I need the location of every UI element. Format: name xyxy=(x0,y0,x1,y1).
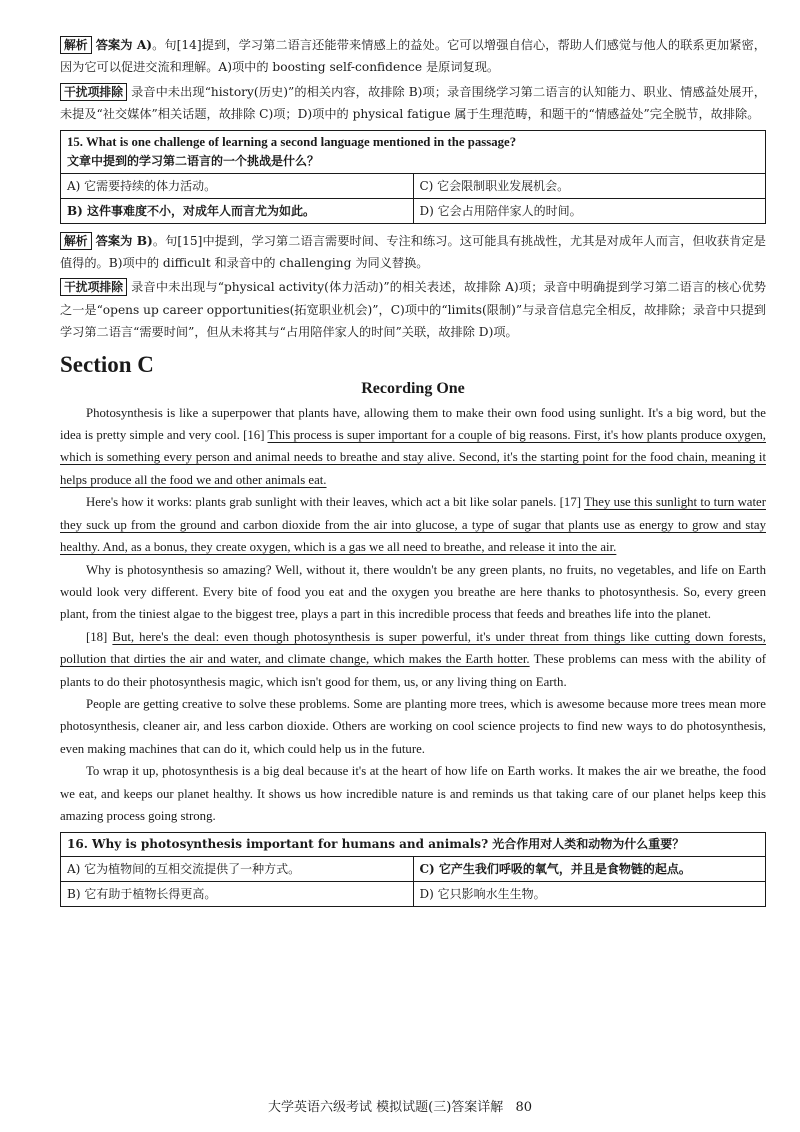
question-16-table xyxy=(60,832,766,907)
option-b: B) 这件事难度不小，对成年人而言尤为如此。 xyxy=(61,198,414,223)
passage-paragraph-3: Why is photosynthesis so amazing? Well, without it, there wouldn't be any green plants, no fruits, no vegetables, and life on Earth would look very different. Every bite of food you eat and the oxygen you breathe are here thanks to photosynthesis. So, every green plant, from the tiniest algae to the biggest tree, plays a part in this incredible process that feeds and breathes life into the planet. xyxy=(60,562,766,622)
passage-paragraph-2 xyxy=(60,491,766,558)
passage-paragraph-1 xyxy=(60,402,766,492)
analysis-text: 。句[14]提到，学习第二语言还能带来情感上的益处。它可以增强自信心，帮助人们感觉与他人的联系更加紧密，因为它可以促进交流和理解。A)项中的 boosting self-confidence 是原词复现。 xyxy=(60,38,766,75)
analysis-tag: 解析 xyxy=(60,36,92,54)
sentence-marker-17: [17] xyxy=(559,495,585,510)
page-footer xyxy=(0,1096,800,1115)
option-b: B) 它有助于植物长得更高。 xyxy=(61,882,414,907)
analysis-text: 。句[15]中提到，学习第二语言需要时间、专注和练习。这可能具有挑战性，尤其是对成年人而言，但收获肯定是值得的。B)项中的 difficult 和录音中的 challenging 为同义替换。 xyxy=(60,233,766,271)
footer-title: 大学英语六级考试 模拟试题(三)答案详解 xyxy=(268,1100,504,1115)
question-15-table xyxy=(60,130,766,224)
analysis-tag: 解析 xyxy=(60,232,92,250)
distractor-tag: 干扰项排除 xyxy=(60,278,127,296)
distractor-text: 录音中未出现“history(历史)”的相关内容，故排除 B)项；录音围绕学习第二语言的认知能力、职业、情感益处展开，未提及“社交媒体”相关话题，故排除 C)项；D)项中的 physical fatigue 属于生理范畴，和题干的“情感益处”完全脱节，故排除。 xyxy=(60,84,766,122)
option-a: A) 它需要持续的体力活动。 xyxy=(61,173,414,198)
option-c: C) 它产生我们呼吸的氧气，并且是食物链的起点。 xyxy=(413,857,766,882)
q15-analysis xyxy=(60,230,766,275)
question-15-cn: 文章中提到的学习第二语言的一个挑战是什么？ xyxy=(67,153,320,168)
option-d: D) 它只影响水生生物。 xyxy=(413,882,766,907)
passage-paragraph-6: To wrap it up, photosynthesis is a big deal because it's at the heart of how life on Earth works. It makes the air we breathe, the food we eat, and keeps our planet healthy. It shows us how incredible nature is and reminds us that taking care of our planet helps keep this amazing process going strong. xyxy=(60,764,766,823)
distractor-text: 录音中未出现与“physical activity(体力活动)”的相关表述，故排除 A)项；录音中明确提到学习第二语言的核心优势之一是“opens up career opportunities(拓宽职业机会)”，C)项中的“limits(限制)”与录音信息完全相反，故排除；录音中只提到学习第二语言“需要时间”，但从未将其与“占用陪伴家人的时间”关联，故排除 D)项。 xyxy=(60,280,766,340)
sentence-marker-16: [16] xyxy=(243,428,268,443)
page-number: 80 xyxy=(515,1100,532,1115)
recording-title: Recording One xyxy=(361,379,465,397)
passage-paragraph-5: People are getting creative to solve these problems. Some are planting more trees, which is awesome because more trees mean more photosynthesis, cleaner air, and less carbon dioxide. Others are working on cool science projects to find new ways to do photosynthesis, even making machines that can do it, which could help us in the future. xyxy=(60,696,766,756)
question-15 xyxy=(61,130,766,173)
option-d: D) 它会占用陪伴家人的时间。 xyxy=(413,198,766,223)
distractor-tag: 干扰项排除 xyxy=(60,83,127,101)
question-15-en: 15. What is one challenge of learning a second language mentioned in the passage? xyxy=(67,134,517,149)
text: These problems can mess with the ability of plants to do their photosynthesis magic, which isn't good for them, us, or any living thing on Earth. xyxy=(60,652,767,689)
text: Here's how it works: plants grab sunlight with their leaves, which act a bit like solar panels. xyxy=(86,495,560,510)
q14-distractor xyxy=(60,81,766,126)
q14-analysis xyxy=(60,34,766,79)
passage-paragraph-4 xyxy=(60,626,766,693)
underlined-sentence-18: But, here's the deal: even though photosynthesis is super powerful, it's under threat from things like cutting down forests, pollution that dirties the air and water, and climate change, which makes the Earth hotter. xyxy=(60,629,766,667)
underlined-sentence-17: They use this sunlight to turn water they suck up from the ground and carbon dioxide from the air into glucose, a type of sugar that plants use as energy to grow and stay healthy. And, as a bonus, they create oxygen, which is a gas we all need to breathe, and release it into the air. xyxy=(60,495,766,555)
answer-label: 答案为 A) xyxy=(95,38,153,52)
text: Photosynthesis is like a superpower that plants have, allowing them to make their own food using sunlight. It's a big word, but the idea is pretty simple and very cool. xyxy=(60,405,766,443)
option-c: C) 它会限制职业发展机会。 xyxy=(413,173,766,198)
sentence-marker-18: [18] xyxy=(86,629,113,644)
q15-distractor xyxy=(60,276,766,343)
underlined-sentence-16: This process is super important for a couple of big reasons. First, it's how plants produce oxygen, which is something every person and animal needs to breathe and stay alive. Second, it's the starting point for the food chain, meaning it helps produce all the food we and other animals eat. xyxy=(60,428,766,487)
section-title: Section C xyxy=(60,351,154,377)
question-16: 16. Why is photosynthesis important for humans and animals? 光合作用对人类和动物为什么重要？ xyxy=(61,833,766,857)
answer-label: 答案为 B) xyxy=(95,233,153,248)
option-a: A) 它为植物间的互相交流提供了一种方式。 xyxy=(61,857,414,882)
